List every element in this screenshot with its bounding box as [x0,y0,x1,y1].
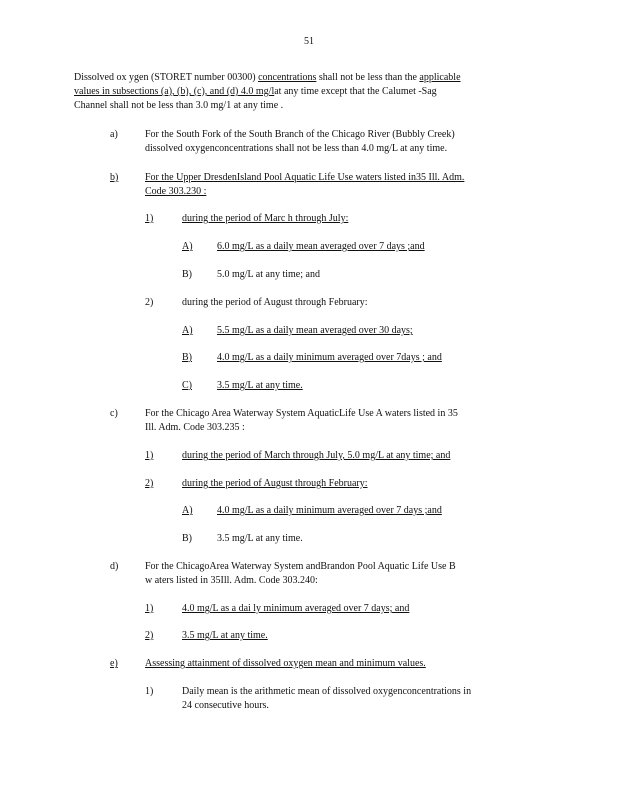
subsection-c-2-B-label: B) [182,533,192,544]
subsection-c-label: c) [110,408,118,419]
subsection-b-line-2: Code 303.230 : [145,186,207,197]
subsection-e-1-line-2: 24 consecutive hours. [182,700,269,711]
subsection-d-line-1: For the ChicagoArea Waterway System andBrandon Pool Aquatic Life Use B [145,561,456,572]
subsection-b-1-text: during the period of Marc h through July: [182,213,349,224]
subsection-b-1-B-label: B) [182,269,192,280]
subsection-d-1-text: 4.0 mg/L as a dai ly minimum averaged over 7 days; and [182,603,410,614]
intro-line-1: Dissolved ox ygen (STORET number 00300) concentrations shall not be less than the applicable [74,72,461,83]
subsection-e-label: e) [110,658,118,669]
subsection-a-line-2: dissolved oxygenconcentrations shall not be less than 4.0 mg/L at any time. [145,143,448,154]
subsection-d-line-2: w aters listed in 35Ill. Adm. Code 303.240: [145,575,318,586]
subsection-c-2-text: during the period of August through February: [182,478,368,489]
subsection-d-2-text: 3.5 mg/L at any time. [182,630,268,641]
subsection-e-1-label: 1) [145,686,154,697]
subsection-c-1-text: during the period of March through July, 5.0 mg/L at any time; and [182,450,451,461]
inserted-text: applicable [419,72,461,83]
subsection-b-label: b) [110,172,119,183]
subsection-b-2-text: during the period of August through February: [182,297,368,308]
subsection-b-1-B-text: 5.0 mg/L at any time; and [217,269,320,280]
subsection-c-2-label: 2) [145,478,154,489]
subsection-c-line-1: For the Chicago Area Waterway System AquaticLife Use A waters listed in 35 [145,408,458,419]
subsection-b-2-C-label: C) [182,380,192,391]
subsection-b-2-B-label: B) [182,352,192,363]
subsection-b-line-1: For the Upper DresdenIsland Pool Aquatic Life Use waters listed in35 Ill. Adm. [145,172,465,183]
page-number: 51 [304,36,314,47]
subsection-a-line-1: For the South Fork of the South Branch of the Chicago River (Bubbly Creek) [145,129,455,140]
subsection-b-2-label: 2) [145,297,154,308]
subsection-a-label: a) [110,129,118,140]
subsection-e-1-line-1: Daily mean is the arithmetic mean of dissolved oxygenconcentrations in [182,686,472,697]
subsection-b-2-A-label: A) [182,325,193,336]
subsection-d-2-label: 2) [145,630,154,641]
subsection-b-1-A-text: 6.0 mg/L as a daily mean averaged over 7 days ;and [217,241,425,252]
subsection-c-2-A-label: A) [182,505,193,516]
subsection-d-1-label: 1) [145,603,154,614]
subsection-c-2-A-text: 4.0 mg/L as a daily minimum averaged over 7 days ;and [217,505,442,516]
subsection-c-line-2: Ill. Adm. Code 303.235 : [145,422,245,433]
subsection-b-2-B-text: 4.0 mg/L as a daily minimum averaged over 7days ; and [217,352,442,363]
inserted-text: concentrations [258,72,317,83]
subsection-b-1-label: 1) [145,213,154,224]
intro-line-2: values in subsections (a), (b), (c), and (d) 4.0 mg/lat any time except that the Calumet -Sag [74,86,437,97]
subsection-d-label: d) [110,561,119,572]
inserted-text: values in subsections (a), (b), (c), and (d) 4.0 mg/l [74,86,275,97]
subsection-b-2-C-text: 3.5 mg/L at any time. [217,380,303,391]
subsection-b-1-A-label: A) [182,241,193,252]
subsection-c-2-B-text: 3.5 mg/L at any time. [217,533,303,544]
subsection-c-1-label: 1) [145,450,154,461]
subsection-e-text: Assessing attainment of dissolved oxygen mean and minimum values. [145,658,426,669]
intro-line-3: Channel shall not be less than 3.0 mg/1 at any time . [74,100,284,111]
subsection-b-2-A-text: 5.5 mg/L as a daily mean averaged over 30 days; [217,325,413,336]
